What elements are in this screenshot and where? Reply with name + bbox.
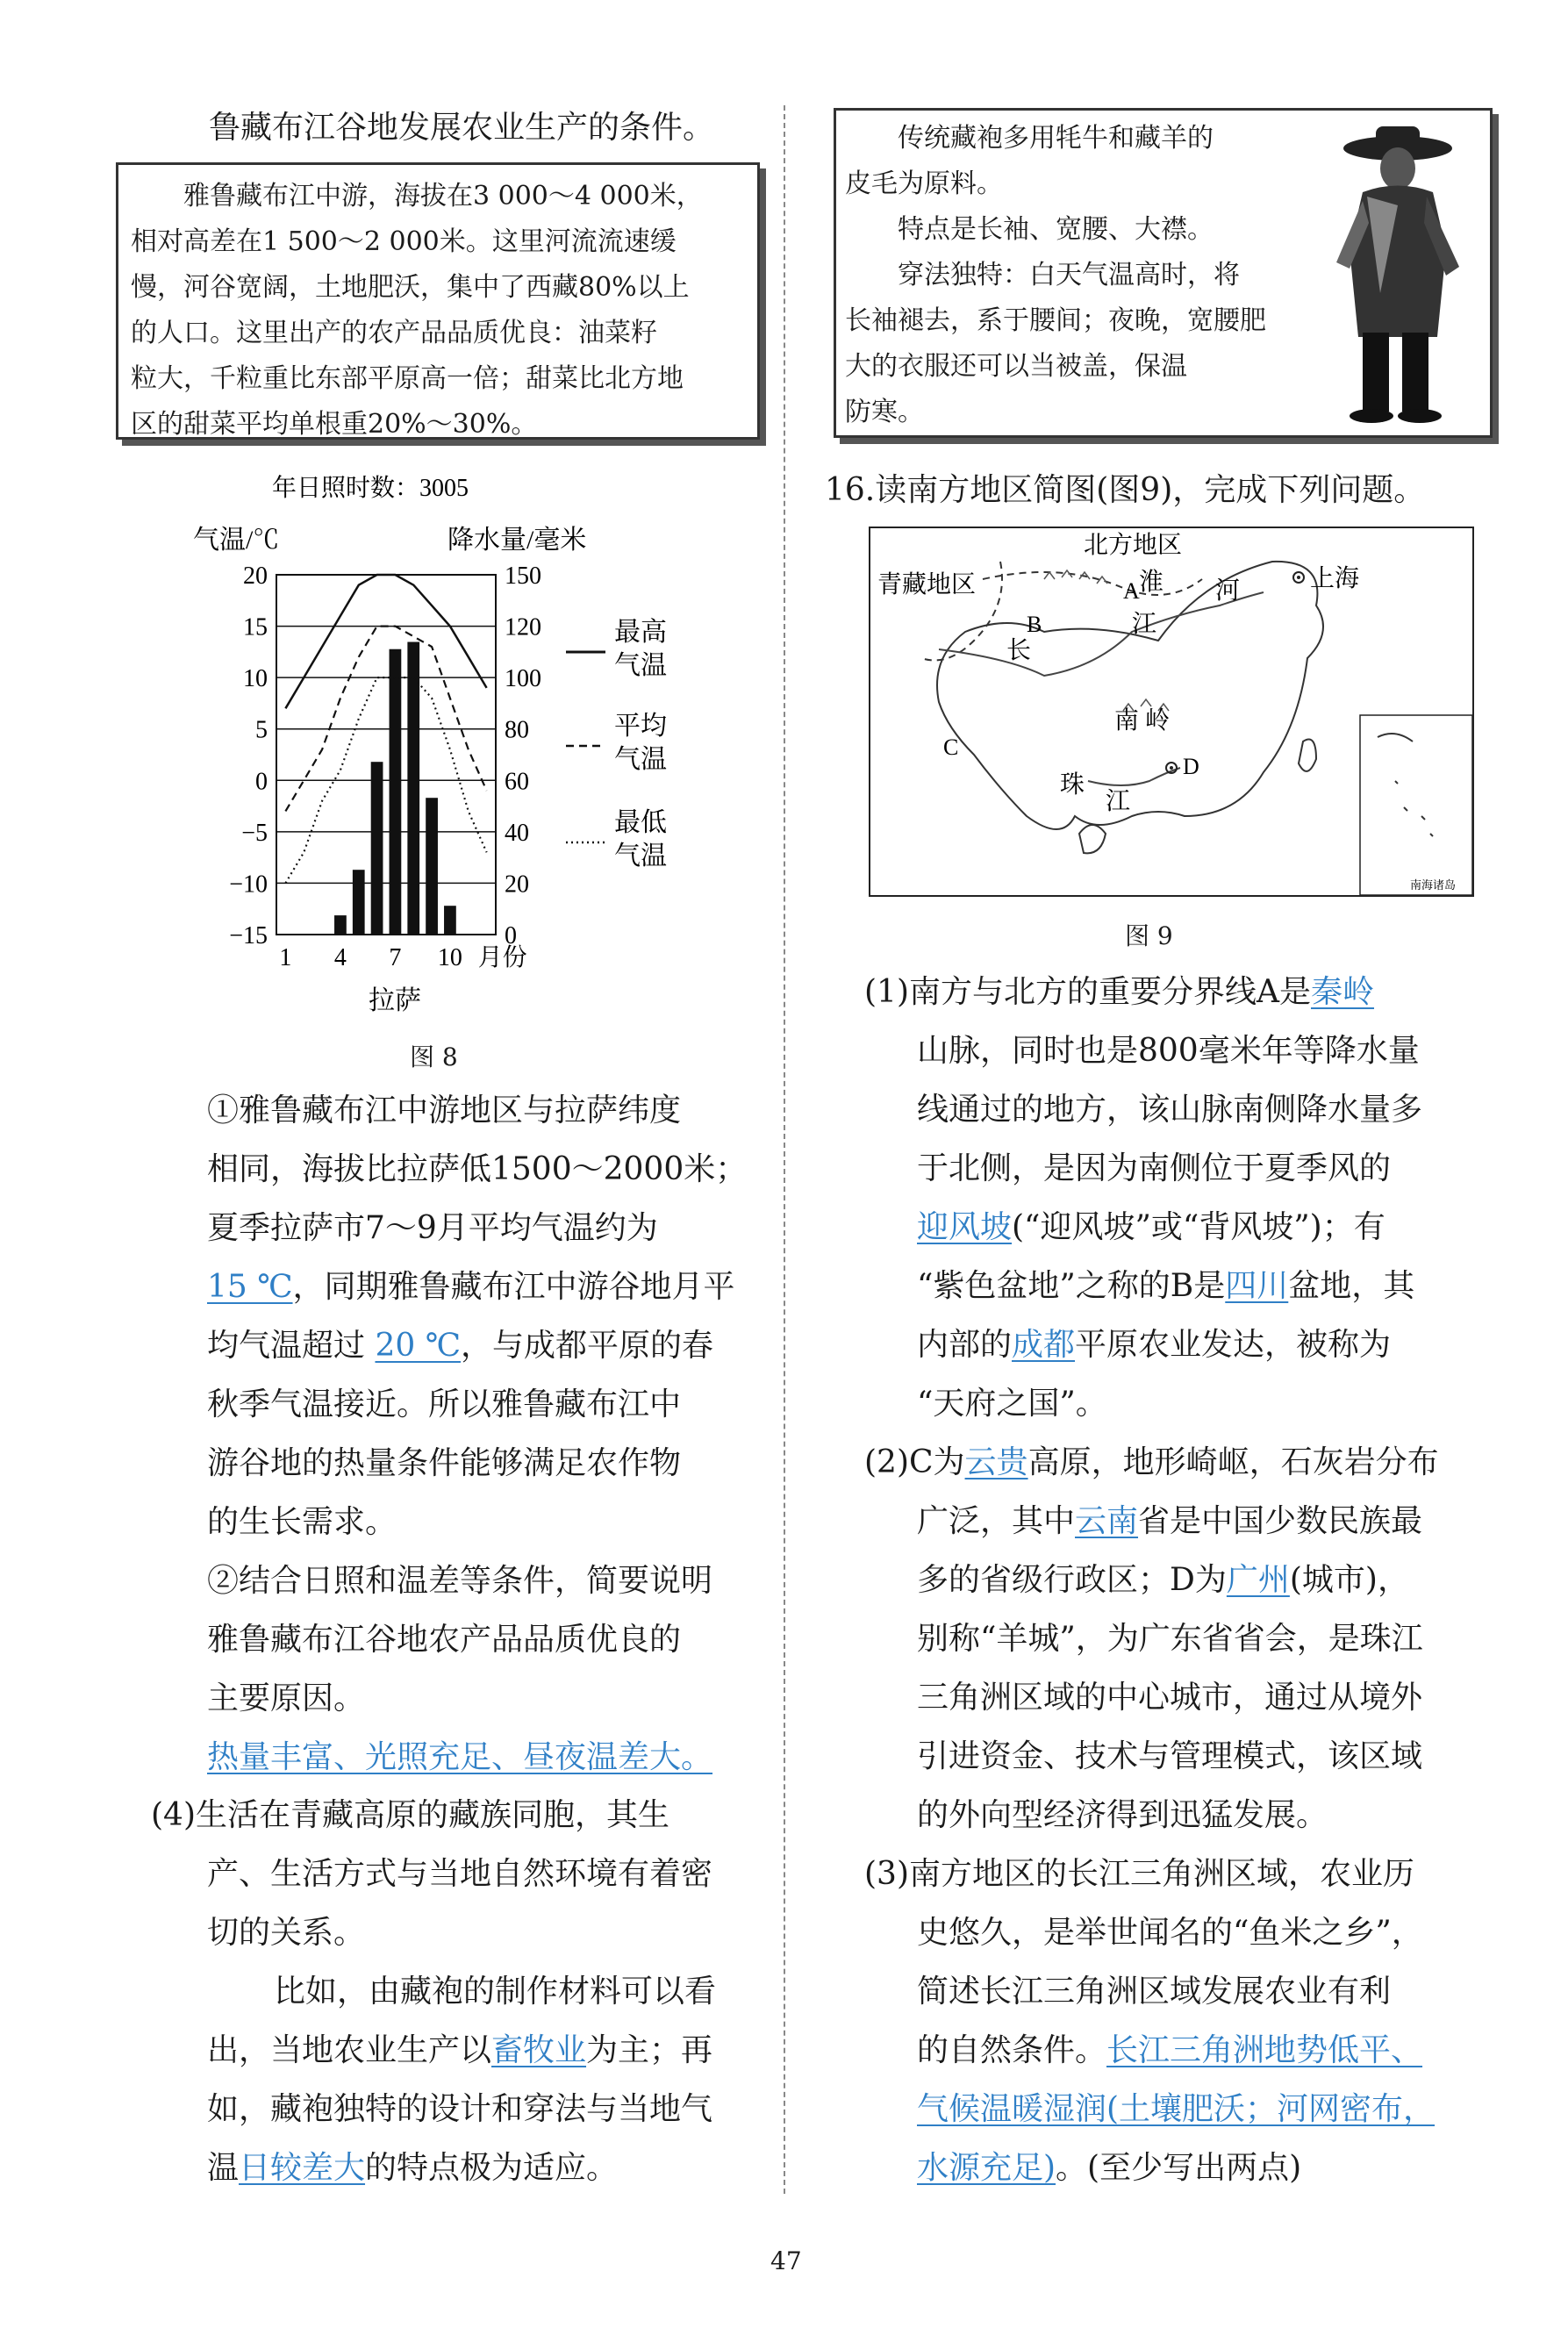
q2-line: 主要原因。 (207, 1680, 366, 1716)
precip-bar (353, 870, 365, 935)
info-line: 慢，河谷宽阔，土地肥沃，集中了西藏80%以上 (131, 272, 690, 303)
map-label-qingzang: 青藏地区 (877, 571, 977, 598)
robe-line: 传统藏袍多用牦牛和藏羊的 (898, 123, 1214, 154)
p1-text: “紫色盆地”之称的B是 (917, 1268, 1226, 1304)
max-temp-line (285, 575, 486, 708)
robe-line: 特点是长袖、宽腰、大襟。 (898, 214, 1214, 245)
q4-line: 切的关系。 (207, 1915, 366, 1951)
p1-line: 于北侧，是因为南侧位于夏季风的 (917, 1150, 1392, 1186)
right-tick-label: 60 (505, 768, 529, 796)
q1-line: 的生长需求。 (207, 1504, 397, 1540)
answer-20c[interactable]: 20 ℃ (375, 1328, 461, 1364)
robe-line: 长袖褪去，系于腰间；夜晚，宽腰肥 (845, 305, 1266, 336)
p2-text: 省是中国少数民族最 (1138, 1503, 1423, 1539)
right-tick-label: 20 (505, 871, 529, 899)
x-tick-label: 7 (389, 944, 402, 971)
x-tick-label: 4 (333, 944, 347, 971)
legend-avg-1: 平均 (614, 712, 667, 741)
q16-title: 16.读南方地区简图(图9)，完成下列问题。 (825, 472, 1426, 508)
answer-daily-range[interactable]: 日较差大 (239, 2150, 366, 2186)
x-tick-label: 10 (437, 944, 462, 971)
q1-line-ans2 (207, 1316, 769, 1375)
p3-line: 简述长江三角洲区域发展农业有利 (917, 1974, 1392, 2010)
q1-text: ，与成都平原的春 (461, 1328, 714, 1364)
q4-line: (4)生活在青藏高原的藏族同胞，其生 (151, 1797, 669, 1833)
p2-text: (2)C为 (864, 1444, 965, 1480)
robe-box-text (845, 116, 1301, 435)
map-label-zhujiang: 江 (1106, 788, 1131, 815)
x-tick-label: 1 (279, 944, 292, 971)
p2-line: 的外向型经济得到迅猛发展。 (917, 1797, 1328, 1833)
q1-text: 均气温超过 (207, 1328, 366, 1364)
right-tick-label: 40 (505, 819, 529, 847)
answer-qinling[interactable]: 秦岭 (1311, 974, 1375, 1010)
figure9-caption: 图 9 (1125, 921, 1173, 950)
map-label-huai: 淮 (1139, 569, 1164, 596)
chart-title: 年日照时数：3005 (272, 475, 469, 502)
map-label-zhu: 珠 (1060, 771, 1085, 799)
tibetan-robe-box (834, 108, 1493, 438)
precip-bar (426, 798, 438, 935)
precip-bar (371, 762, 383, 935)
p1-text: 内部的 (917, 1327, 1013, 1363)
left-axis-label: 气温/℃ (193, 526, 280, 555)
map-label-shanghai: 上海 (1310, 565, 1360, 592)
legend-min-1: 最低 (614, 808, 667, 837)
q1-text: ，同期雅鲁藏布江中游谷地月平 (292, 1269, 735, 1305)
answer-15c[interactable]: 15 ℃ (207, 1269, 293, 1305)
info-line: 相对高差在1 500～2 000米。这里河流流速缓 (131, 226, 677, 257)
map-label-D: D (1183, 754, 1199, 779)
p1-text: (1)南方与北方的重要分界线A是 (864, 974, 1311, 1010)
answer-delta-2[interactable]: 气候温暖湿润(土壤肥沃；河网密布， (917, 2091, 1436, 2127)
answer-guangzhou[interactable]: 广州 (1226, 1562, 1290, 1598)
map-label-jiang: 江 (1132, 611, 1157, 638)
answer-chengdu[interactable]: 成都 (1012, 1327, 1076, 1363)
p2-text: (城市)， (1289, 1562, 1409, 1598)
p1-text: 平原农业发达，被称为 (1075, 1327, 1392, 1363)
p1-line: “天府之国”。 (917, 1386, 1107, 1422)
left-tick-label: 10 (243, 665, 268, 693)
answer-yungui[interactable]: 云贵 (964, 1444, 1028, 1480)
info-line: 雅鲁藏布江中游，海拔在3 000～4 000米， (183, 181, 703, 211)
q1-line: 夏季拉萨市7～9月平均气温约为 (207, 1210, 658, 1246)
p3-line: 史悠久，是举世闻名的“鱼米之乡”， (917, 1915, 1423, 1951)
precip-bar (390, 649, 402, 935)
left-tick-label: −5 (241, 819, 268, 847)
answer-delta-3[interactable]: 水源充足) (917, 2150, 1056, 2186)
left-tick-label: 0 (255, 768, 268, 796)
q4-block (151, 1786, 774, 2197)
map-label-he: 河 (1215, 577, 1241, 605)
p2-line: 别称“羊城”，为广东省省会，是珠江 (917, 1621, 1423, 1657)
inset-map (1360, 715, 1472, 895)
chart-xlabel: 拉萨 (369, 986, 421, 1015)
info-line: 区的甜菜平均单根重20%～30%。 (131, 409, 538, 440)
lhasa-climate-chart (167, 465, 763, 1035)
chart-frame (276, 575, 496, 935)
robe-line: 防寒。 (845, 397, 924, 427)
right-tick-label: 150 (505, 562, 541, 590)
p2-text: 广泛，其中 (917, 1503, 1076, 1539)
right-tick-label: 120 (505, 613, 541, 641)
q2-line: ②结合日照和温差等条件，简要说明 (207, 1563, 713, 1599)
q1-line: 相同，海拔比拉萨低1500～2000米； (207, 1151, 748, 1187)
q1-line: ①雅鲁藏布江中游地区与拉萨纬度 (207, 1093, 682, 1128)
precip-bar (407, 642, 419, 935)
tibetan-man-photo (1314, 118, 1481, 429)
q4-line: 比如，由藏袍的制作材料可以看 (274, 1974, 717, 2010)
q4-text: 为主；再 (586, 2032, 713, 2068)
right-axis-label: 降水量/毫米 (447, 526, 587, 555)
q1-block (207, 1081, 769, 1787)
avg-temp-line (285, 627, 486, 812)
south-region-map (869, 527, 1474, 897)
p3-line: (3)南方地区的长江三角洲区域，农业历 (864, 1856, 1414, 1892)
answer-yunnan[interactable]: 云南 (1075, 1503, 1139, 1539)
left-heading: 鲁藏布江谷地发展农业生产的条件。 (209, 110, 715, 146)
legend-min-2: 气温 (614, 842, 667, 871)
x-tick-label: 月份 (477, 944, 527, 971)
p3-text: 。(至少写出两点) (1056, 2150, 1302, 2186)
q1-line: 游谷地的热量条件能够满足农作物 (207, 1445, 682, 1481)
info-line: 的人口。这里出产的农产品品质优良：油菜籽 (131, 318, 657, 348)
map-label-inset: 南海诸岛 (1410, 878, 1457, 892)
answer-animal-husbandry[interactable]: 畜牧业 (491, 2032, 587, 2068)
answer-quality-reasons[interactable]: 热量丰富、光照充足、昼夜温差大。 (207, 1739, 713, 1775)
page-number: 47 (770, 2246, 802, 2275)
info-box-text (131, 174, 749, 448)
q2-line: 雅鲁藏布江谷地农产品品质优良的 (207, 1622, 682, 1658)
p1-line: 线通过的地方，该山脉南侧降水量多 (917, 1092, 1423, 1128)
p2-line: 引进资金、技术与管理模式，该区域 (917, 1738, 1423, 1774)
map-label-chang: 长 (1006, 637, 1032, 664)
robe-line: 皮毛为原料。 (845, 168, 1003, 199)
p2-line: 三角洲区域的中心城市，通过从境外 (917, 1680, 1423, 1716)
p1-text: 盆地，其 (1288, 1268, 1415, 1304)
legend-max-2: 气温 (614, 651, 667, 680)
left-tick-label: 20 (243, 562, 268, 590)
left-tick-label: 5 (255, 716, 268, 744)
right-tick-label: 80 (505, 716, 529, 744)
q1-line-ans1 (207, 1257, 769, 1316)
legend-avg-2: 气温 (614, 745, 667, 774)
map-label-C: C (943, 734, 959, 760)
map-label-nanling: 南 岭 (1114, 707, 1171, 734)
precip-bar (334, 915, 347, 935)
q1-line: 秋季气温接近。所以雅鲁藏布江中 (207, 1386, 682, 1422)
answer-windward[interactable]: 迎风坡 (917, 1209, 1013, 1245)
p3-text: 的自然条件。 (917, 2032, 1107, 2068)
column-separator (784, 105, 785, 2194)
q4-line: 如，藏袍独特的设计和穿法与当地气 (207, 2091, 713, 2127)
robe-line: 穿法独特：白天气温高时，将 (898, 260, 1240, 290)
left-tick-label: −10 (229, 871, 268, 899)
legend-max-1: 最高 (614, 618, 667, 647)
p2-text: 高原，地形崎岖，石灰岩分布 (1027, 1444, 1439, 1480)
p2-text: 多的省级行政区；D为 (917, 1562, 1227, 1598)
map-label-A: A (1123, 578, 1140, 604)
right-tick-label: 100 (505, 665, 541, 693)
right-tick-label: 0 (505, 922, 517, 949)
yarlung-info-box (116, 162, 760, 440)
q4-text: 的特点极为适应。 (365, 2150, 619, 2186)
q4-text: 温 (207, 2150, 240, 2186)
p1-line: 山脉，同时也是800毫米年等降水量 (917, 1033, 1420, 1069)
p1-text: (“迎风坡”或“背风坡”)；有 (1012, 1209, 1385, 1245)
q16-answers (864, 963, 1496, 2197)
figure8-caption: 图 8 (410, 1042, 458, 1071)
left-tick-label: −15 (229, 922, 268, 949)
map-label-north: 北方地区 (1084, 532, 1183, 559)
robe-line: 大的衣服还可以当被盖，保温 (845, 351, 1187, 382)
info-line: 粒大，千粒重比东部平原高一倍；甜菜比北方地 (131, 363, 684, 394)
q4-line: 产、生活方式与当地自然环境有着密 (207, 1856, 713, 1892)
precip-bar (444, 906, 456, 935)
answer-sichuan[interactable]: 四川 (1225, 1268, 1289, 1304)
left-tick-label: 15 (243, 613, 268, 641)
answer-delta-1[interactable]: 长江三角洲地势低平、 (1106, 2032, 1423, 2068)
q4-text: 出，当地农业生产以 (207, 2032, 492, 2068)
map-label-B: B (1027, 612, 1042, 637)
